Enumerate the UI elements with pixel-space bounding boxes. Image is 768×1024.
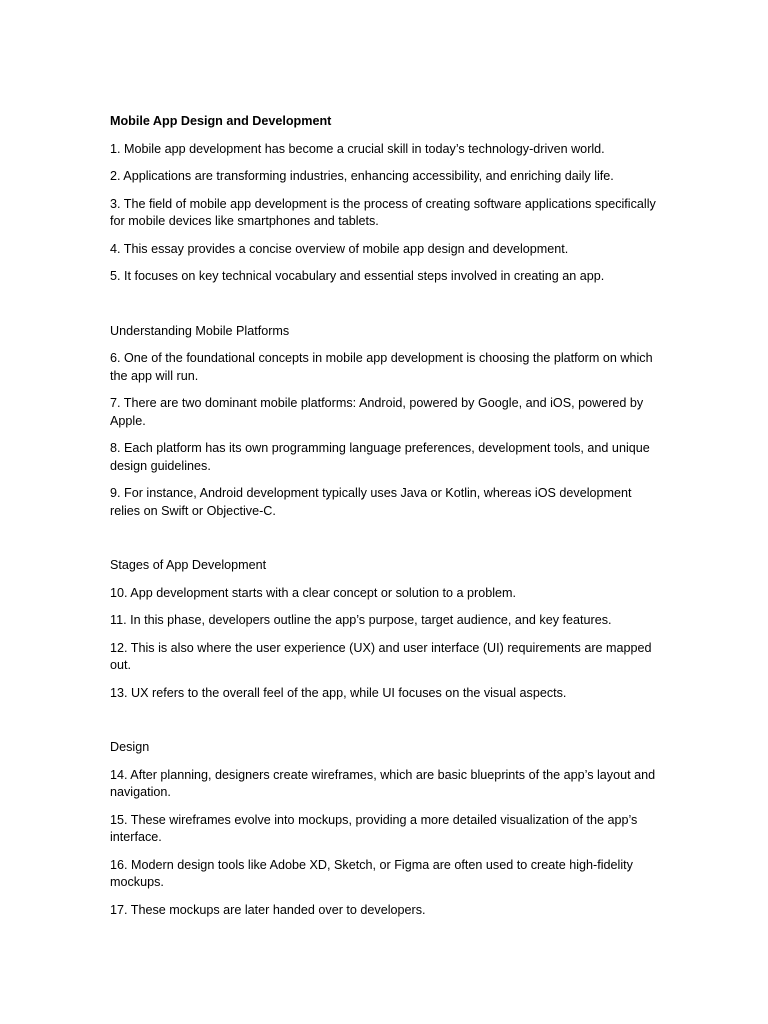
paragraph-13: 13. UX refers to the overall feel of the app, while UI focuses on the visual aspects. bbox=[110, 685, 567, 700]
paragraph-17: 17. These mockups are later handed over to developers. bbox=[110, 902, 426, 917]
section-spacer bbox=[110, 712, 662, 739]
paragraph-15: 15. These wireframes evolve into mockups, providing a more detailed visualization of the app’s interface. bbox=[110, 812, 638, 844]
platforms-section bbox=[110, 323, 662, 521]
paragraph-2: 2. Applications are transforming industries, enhancing accessibility, and enriching daily life. bbox=[110, 169, 614, 183]
paragraph-9: 9. For instance, Android development typically uses Java or Kotlin, whereas iOS development relies on Swift or Objective-C. bbox=[110, 486, 632, 518]
section-heading-stages: Stages of App Development bbox=[110, 558, 267, 572]
paragraph-16: 16. Modern design tools like Adobe XD, Sketch, or Figma are often used to create high-fidelity mockups. bbox=[110, 857, 633, 889]
paragraph-6: 6. One of the foundational concepts in mobile app development is choosing the platform on which the app will run. bbox=[110, 351, 653, 383]
document-page bbox=[110, 113, 662, 929]
section-spacer bbox=[110, 530, 662, 557]
paragraph-12: 12. This is also where the user experience (UX) and user interface (UI) requirements are mapped out. bbox=[110, 640, 652, 672]
section-heading-design: Design bbox=[110, 740, 150, 754]
paragraph-11: 11. In this phase, developers outline the app’s purpose, target audience, and key features. bbox=[110, 613, 612, 627]
design-section bbox=[110, 739, 662, 919]
paragraph-10: 10. App development starts with a clear concept or solution to a problem. bbox=[110, 585, 517, 600]
section-spacer bbox=[110, 296, 662, 323]
paragraph-1: 1. Mobile app development has become a crucial skill in today’s technology-driven world. bbox=[110, 141, 605, 156]
intro-section bbox=[110, 141, 662, 286]
paragraph-7: 7. There are two dominant mobile platforms: Android, powered by Google, and iOS, powered by Apple. bbox=[110, 396, 644, 428]
document-title: Mobile App Design and Development bbox=[110, 114, 332, 128]
paragraph-3: 3. The field of mobile app development is the process of creating software applications specifically for mobile devices like smartphones and tablets. bbox=[110, 196, 656, 228]
stages-section bbox=[110, 557, 662, 702]
paragraph-4: 4. This essay provides a concise overview of mobile app design and development. bbox=[110, 241, 569, 256]
paragraph-8: 8. Each platform has its own programming language preferences, development tools, and unique design guidelines. bbox=[110, 441, 650, 473]
paragraph-14: 14. After planning, designers create wireframes, which are basic blueprints of the app’s layout and navigation. bbox=[110, 767, 656, 799]
section-heading-platforms: Understanding Mobile Platforms bbox=[110, 323, 290, 338]
paragraph-5: 5. It focuses on key technical vocabulary and essential steps involved in creating an app. bbox=[110, 269, 605, 283]
